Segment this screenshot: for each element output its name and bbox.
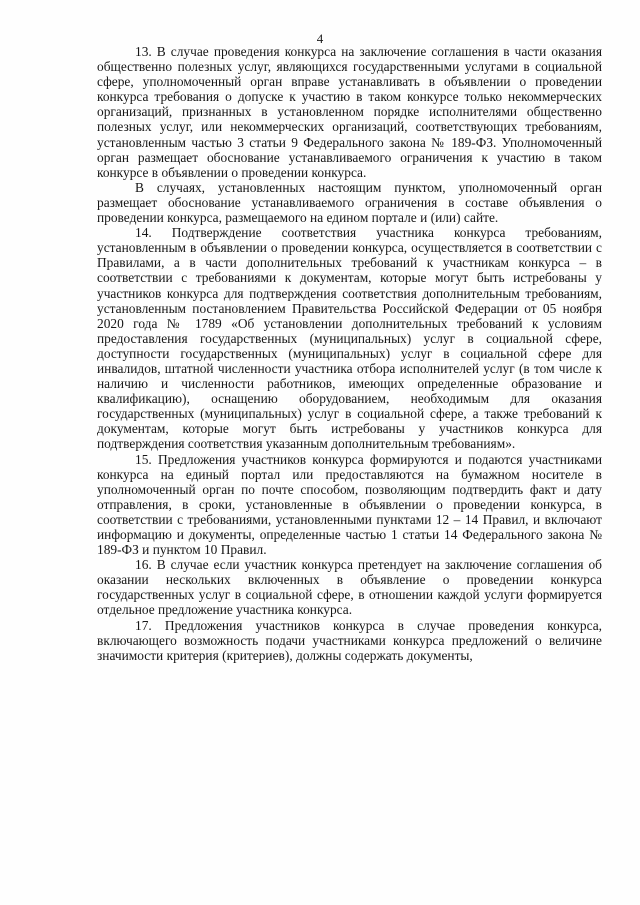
page-number: 4 [316, 31, 324, 46]
paragraph-16: 16. В случае если участник конкурса претендует на заключение соглашения об оказании нескольких включенных в объявление о проведении конкурса государственных услуг в социальной сфере, в отношении каждой услуги формируется отдельное предложение участника конкурса. [97, 557, 602, 618]
paragraph-17: 17. Предложения участников конкурса в случае проведения конкурса, включающего возможность подачи участниками конкурса предложений о величине значимости критерия (критериев), должны содержать документы, [97, 617, 602, 663]
paragraph-15: 15. Предложения участников конкурса формируются и подаются участниками конкурса на единый портал или предоставляются на бумажном носителе в уполномоченный орган по почте способом, позволяющим подтвердить факт и дату отправления, в сроки, установленные в объявлении о проведении конкурса, в соответствии с требованиями, установленными пунктами 12 – 14 Правил, и включают информацию и документы, определенные частью 1 статьи 14 Федерального закона № 189-ФЗ и пунктом 10 Правил. [97, 451, 602, 558]
paragraph-13-continuation: В случаях, установленных настоящим пунктом, уполномоченный орган размещает обоснование устанавливаемого ограничения в составе объявления о проведении конкурса, размещаемого на едином портале и (или) сайте. [97, 179, 602, 226]
paragraph-13: 13. В случае проведения конкурса на заключение соглашения в части оказания общественно полезных услуг, являющихся государственными услугами в социальной сфере, уполномоченный орган вправе устанавливать в объявлении о проведении конкурса требования о допуске к участию в таком конкурсе только некоммерческих организаций, признанных в установленном порядке исполнителями общественно полезных услуг, или некоммерческих организаций, соответствующих требованиям, установленным частью 3 статьи 9 Федерального закона № 189-ФЗ. Уполномоченный орган размещает обоснование устанавливаемого ограничения к участию в таком конкурсе в объявлении о проведении конкурса. [97, 44, 602, 180]
document-body [97, 44, 602, 663]
paragraph-14: 14. Подтверждение соответствия участника конкурса требованиям, установленным в объявлении о проведении конкурса, осуществляется в соответствии с Правилами, а в части дополнительных требований к участникам конкурса – в соответствии с требованиями к документам, которые могут быть истребованы у участников конкурса для подтверждения соответствия дополнительным требованиям, установленным постановлением Правительства Российской Федерации от 05 ноября 2020 года № 1789 «Об установлении дополнительных требований к условиям предоставления государственных (муниципальных) услуг в социальной сфере, доступности государственных (муниципальных) услуг в социальной сфере для инвалидов, штатной численности участника отбора исполнителей услуг (в том числе к наличию и численности работников, имеющих определенные образование и квалификацию), оснащению оборудованием, необходимым для оказания государственных (муниципальных) услуг в социальной сфере, а также требований к документам, которые могут быть истребованы у участников конкурса для подтверждения соответствия указанным дополнительным требованиям». [97, 225, 602, 452]
